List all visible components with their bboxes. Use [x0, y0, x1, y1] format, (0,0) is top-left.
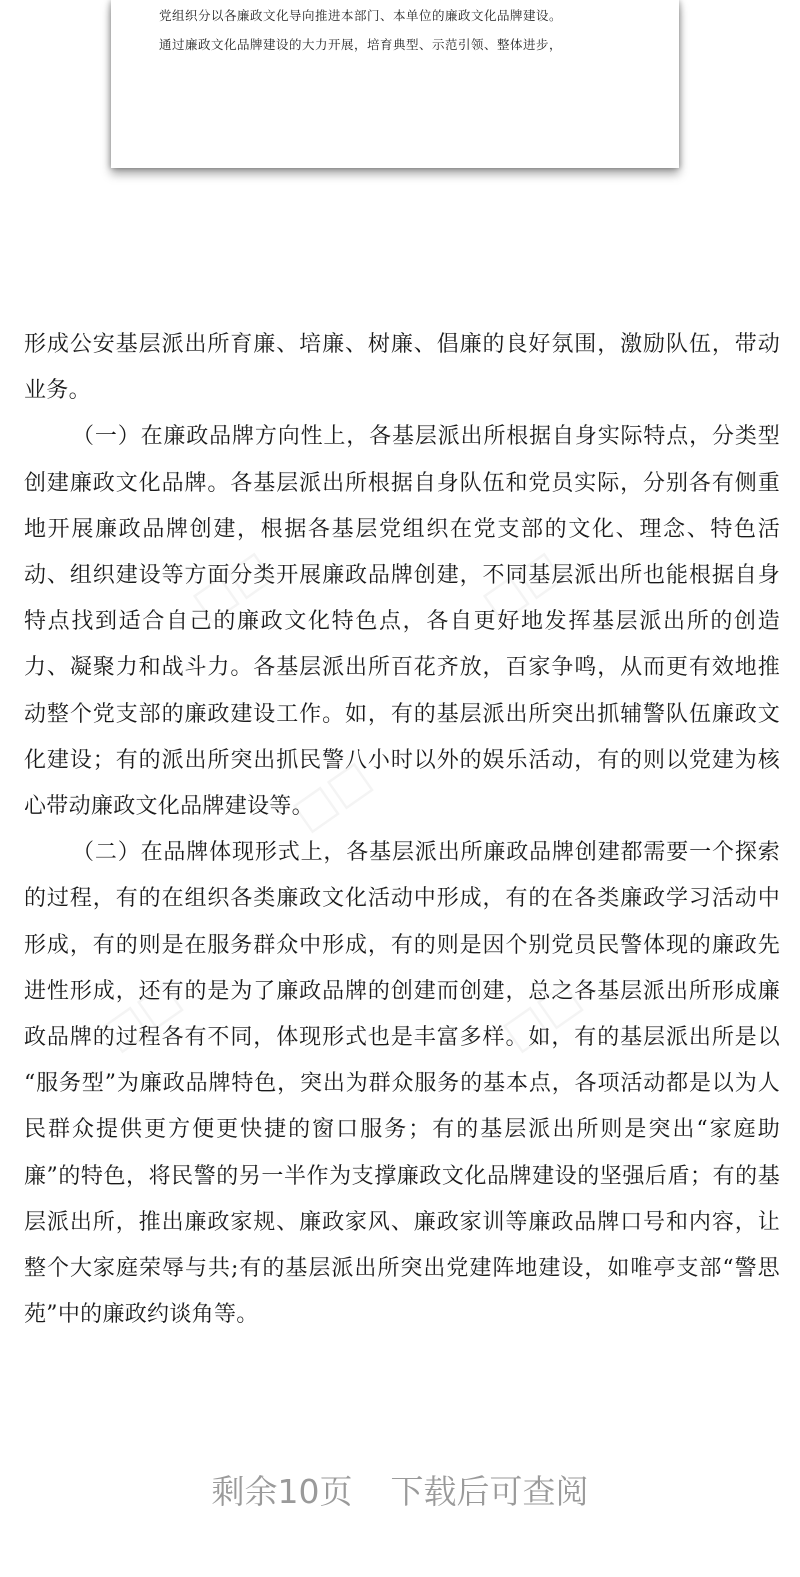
watermark: □□: [282, 750, 381, 841]
preview-text-line: 党组织分以各廉政文化导向推进本部门、本单位的廉政文化品牌建设。: [159, 8, 563, 23]
watermark: □□: [182, 540, 281, 631]
download-to-view-label: 下载后可查阅: [390, 1472, 589, 1511]
paragraph: （一）在廉政品牌方向性上，各基层派出所根据自身实际特点，分类型创建廉政文化品牌。各基层派出所根据自身队伍和党员实际，分别各有侧重地开展廉政品牌创建，根据各基层党组织在党支部的文化、理念、特色活动、组织建设等方面分类开展廉政品牌创建，不同基层派出所也能根据自身特点找到适合自己的廉政文化特色点，各自更好地发挥基层派出所的创造力、凝聚力和战斗力。各基层派出所百花齐放，百家争鸣，从而更有效地推动整个党支部的廉政建设工作。如，有的基层派出所突出抓辅警队伍廉政文化建设；有的派出所突出抓民警八小时以外的娱乐活动，有的则以党建为核心带动廉政文化品牌建设等。: [24, 424, 780, 820]
watermark: □□: [472, 540, 571, 631]
watermark: □□: [92, 970, 191, 1061]
paragraph: 形成公安基层派出所育廉、培廉、树廉、倡廉的良好氛围，激励队伍，带动业务。: [24, 332, 780, 404]
preview-page-card: [111, 0, 679, 168]
download-notice[interactable]: [0, 1466, 800, 1513]
watermark: □□: [492, 970, 591, 1061]
paragraph: （二）在品牌体现形式上，各基层派出所廉政品牌创建都需要一个探索的过程，有的在组织各类廉政文化活动中形成，有的在各类廉政学习活动中形成，有的则是在服务群众中形成，有的则是因个别党员民警体现的廉政先进性形成，还有的是为了廉政品牌的创建而创建，总之各基层派出所形成廉政品牌的过程各有不同，体现形式也是丰富多样。如，有的基层派出所是以 “服务型”为廉政品牌特色，突出为群众服务的基本点，各项活动都是以为人民群众提供更方便更快捷的窗口服务；有的基层派出所则是突出“家庭助廉”的特色，将民警的另一半作为支撑廉政文化品牌建设的坚强后盾；有的基层派出所，推出廉政家规、廉政家风、廉政家训等廉政品牌口号和内容，让整个大家庭荣辱与共;有的基层派出所突出党建阵地建设，如唯亭支部“警思苑”中的廉政约谈角等。: [24, 840, 780, 1328]
document-body: [24, 322, 780, 1338]
preview-text-line: 通过廉政文化品牌建设的大力开展，培育典型、示范引领、整体进步，: [159, 37, 563, 52]
remaining-pages-label: 剩余10页: [211, 1472, 353, 1511]
